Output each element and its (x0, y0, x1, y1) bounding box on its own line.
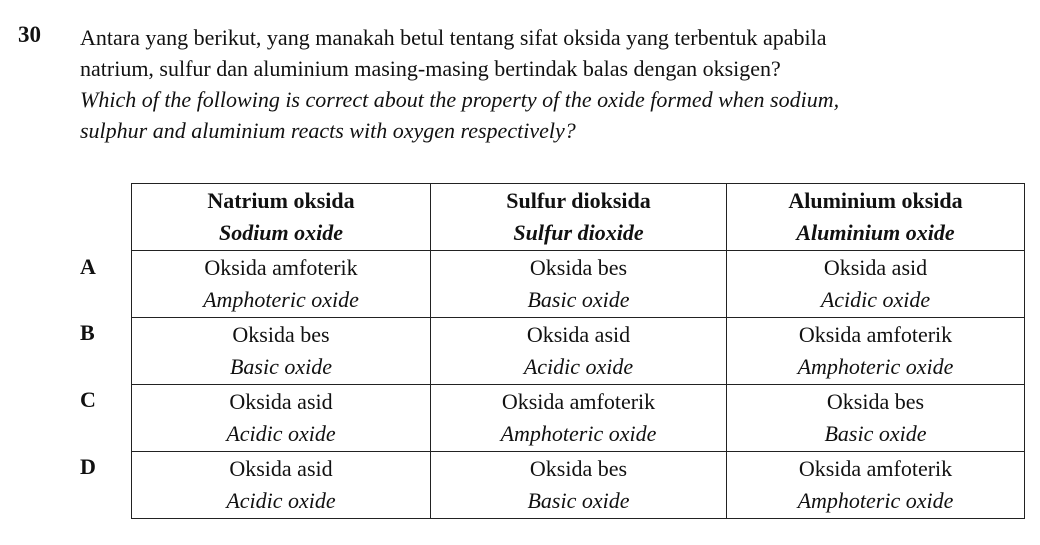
table-cell (431, 318, 727, 385)
stem-malay-line-1: Antara yang berikut, yang manakah betul tentang sifat oksida yang terbentuk apabila (80, 25, 827, 50)
table-cell (132, 452, 431, 519)
table-cell (727, 452, 1025, 519)
header-malay: Sulfur dioksida (506, 188, 651, 213)
cell-malay: Oksida bes (529, 255, 628, 280)
cell-english: Basic oxide (824, 421, 927, 446)
cell-malay: Oksida asid (229, 389, 333, 414)
option-letter-a[interactable]: A (80, 254, 96, 279)
cell-malay: Oksida asid (823, 255, 928, 280)
cell-english: Amphoteric oxide (500, 421, 657, 446)
table-cell (727, 385, 1025, 452)
table-cell (431, 452, 727, 519)
question-number: 30 (18, 22, 41, 47)
cell-english: Amphoteric oxide (797, 488, 954, 513)
cell-english: Basic oxide (229, 354, 333, 379)
option-letter-b[interactable]: B (80, 320, 95, 345)
cell-english: Basic oxide (527, 287, 630, 312)
cell-malay: Oksida amfoterik (501, 389, 656, 414)
table-cell (431, 251, 727, 318)
option-row-b[interactable] (132, 318, 1025, 385)
header-sulfur-dioxide (431, 184, 727, 251)
cell-english: Acidic oxide (820, 287, 931, 312)
header-sodium-oxide (132, 184, 431, 251)
option-row-d[interactable] (132, 452, 1025, 519)
header-english: Sulfur dioxide (513, 220, 644, 245)
option-row-a[interactable] (132, 251, 1025, 318)
cell-english: Acidic oxide (226, 488, 336, 513)
cell-malay: Oksida amfoterik (798, 456, 953, 481)
header-row (132, 184, 1025, 251)
stem-english-line-1: Which of the following is correct about the property of the oxide formed when sodium, (80, 87, 840, 112)
cell-malay: Oksida asid (526, 322, 631, 347)
header-english: Sodium oxide (218, 220, 344, 245)
stem-malay-line-2: natrium, sulfur dan aluminium masing-masing bertindak balas dengan oksigen? (80, 56, 781, 81)
options-table (131, 183, 1025, 519)
cell-malay: Oksida bes (232, 322, 330, 347)
option-letter-c[interactable]: C (80, 387, 96, 412)
header-malay: Aluminium oksida (788, 188, 963, 213)
table-cell (132, 251, 431, 318)
cell-english: Amphoteric oxide (797, 354, 954, 379)
table-cell (132, 385, 431, 452)
option-row-c[interactable] (132, 385, 1025, 452)
cell-malay: Oksida amfoterik (204, 255, 358, 280)
cell-malay: Oksida amfoterik (798, 322, 953, 347)
stem-english-line-2: sulphur and aluminium reacts with oxygen respectively? (80, 118, 576, 143)
option-letter-d[interactable]: D (80, 454, 96, 479)
header-malay: Natrium oksida (207, 188, 355, 213)
cell-english: Basic oxide (527, 488, 630, 513)
cell-english: Acidic oxide (523, 354, 634, 379)
table-cell (431, 385, 727, 452)
cell-malay: Oksida asid (229, 456, 333, 481)
question-stem (80, 22, 1020, 146)
table-cell (727, 318, 1025, 385)
header-english: Aluminium oxide (796, 220, 955, 245)
cell-malay: Oksida bes (529, 456, 628, 481)
table-cell (727, 251, 1025, 318)
table-cell (132, 318, 431, 385)
cell-english: Acidic oxide (226, 421, 336, 446)
header-aluminium-oxide (727, 184, 1025, 251)
cell-english: Amphoteric oxide (203, 287, 359, 312)
cell-malay: Oksida bes (826, 389, 925, 414)
